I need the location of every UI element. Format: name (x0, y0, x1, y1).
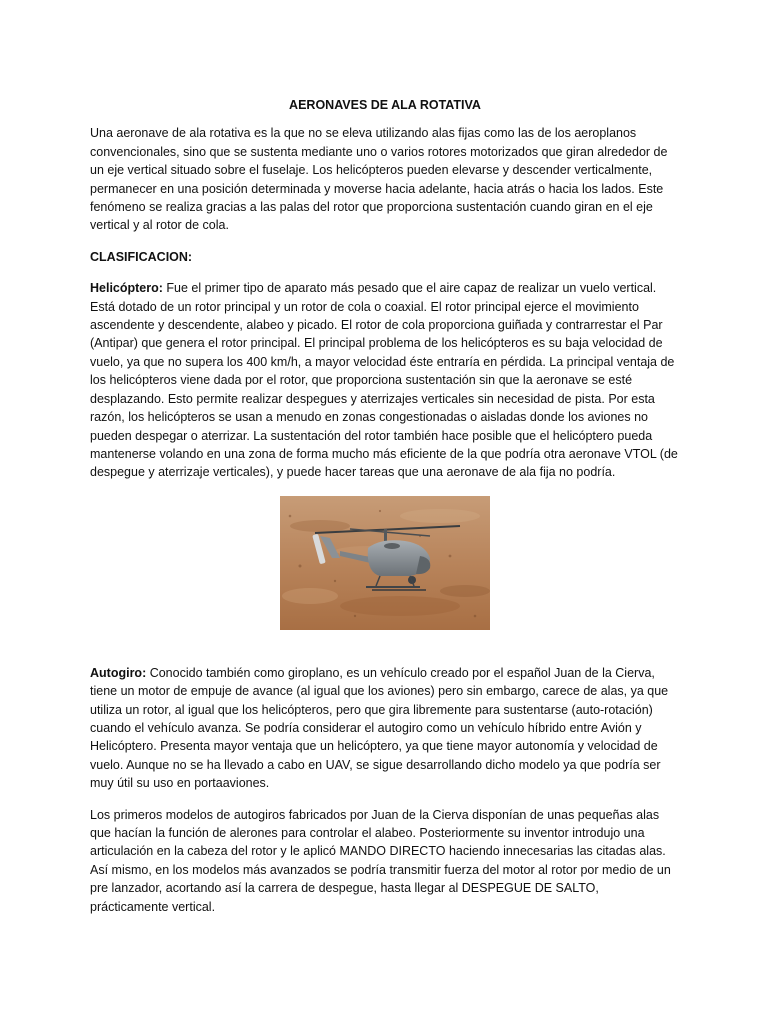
document-page (90, 96, 680, 929)
history-paragraph: Los primeros modelos de autogiros fabricados por Juan de la Cierva disponían de unas pequeñas alas que hacían la función de alerones para controlar el alabeo. Posteriormente su inventor introdujo una articulación en la cabeza del rotor y le aplicó MANDO DIRECTO haciendo innecesarias las citadas alas. Así mismo, en los modelos más avanzados se podría transmitir fuerza del motor al rotor por medio de un pre lanzador, acortando así la carrera de despegue, hasta llegar al DESPEGUE DE SALTO, prácticamente vertical. (90, 807, 671, 914)
document-title: AERONAVES DE ALA ROTATIVA (289, 98, 481, 112)
helicopter-paragraph (90, 279, 680, 481)
autogyro-text: Conocido también como giroplano, es un vehículo creado por el español Juan de la Cierva, tiene un motor de empuje de avance (al igual que los aviones) pero sin embargo, carece de alas, ya que utiliza un rotor, al igual que los helicópteros, pero que gira libremente para sustentarse (auto-rotación) cuando el vehículo avanza. Se podría considerar el autogiro como un vehículo híbrido entre Avión y Helicóptero. Presenta mayor ventaja que un helicóptero, ya que tiene mayor autonomía y velocidad de vuelo. Aunque no se ha llevado a cabo en UAV, se sigue desarrollando dicho modelo ya que podría ser muy útil su uso en portaaviones. (90, 665, 669, 791)
autogyro-paragraph (90, 664, 680, 793)
helicopter-text: Fue el primer tipo de aparato más pesado que el aire capaz de realizar un vuelo vertical. Está dotado de un rotor principal y un rotor de cola o coaxial. El rotor principal ejerce el movimiento ascendente y descendente, alabeo y picado. El rotor de cola proporciona guiñada y contrarrestar el Par (Antipar) que genera el rotor principal. El principal problema de los helicópteros es su baja velocidad de vuelo, ya que no supera los 400 km/h, a mayor velocidad éste entraría en pérdida. La principal ventaja de los helicópteros viene dada por el rotor, que proporciona sustentación sin que la aeronave se esté desplazando. Esto permite realizar despegues y aterrizajes verticales sin necesidad de pista. Por esta razón, los helicópteros se usan a menudo en zonas congestionadas o aisladas donde los aviones no pueden despegar o aterrizar. La sustentación del rotor también hace posible que el helicóptero pueda mantenerse volando en una zona de forma mucho más eficiente de la que podría otra aeronave VTOL (de despegue y aterrizaje verticales), y puede hacer tareas que una aeronave de ala fija no podría. (90, 281, 678, 480)
helicopter-photo (280, 496, 490, 630)
intro-paragraph: Una aeronave de ala rotativa es la que no se eleva utilizando alas fijas como las de los aeroplanos convencionales, sino que se sustenta mediante uno o varios rotores motorizados que giran alrededor de un eje vertical situado sobre el fuselaje. Los helicópteros pueden elevarse y descender verticalmente, permanecer en una posición determinada y moverse hacia adelante, hacia atrás o hacia los lados. Este fenómeno se realiza gracias a las palas del rotor que proporciona sustentación cuando giran en el eje vertical y al rotor de cola. (90, 126, 668, 233)
autogyro-term: Autogiro: (90, 665, 147, 680)
helicopter-term: Helicóptero: (90, 281, 163, 296)
classification-heading: CLASIFICACION: (90, 249, 193, 264)
